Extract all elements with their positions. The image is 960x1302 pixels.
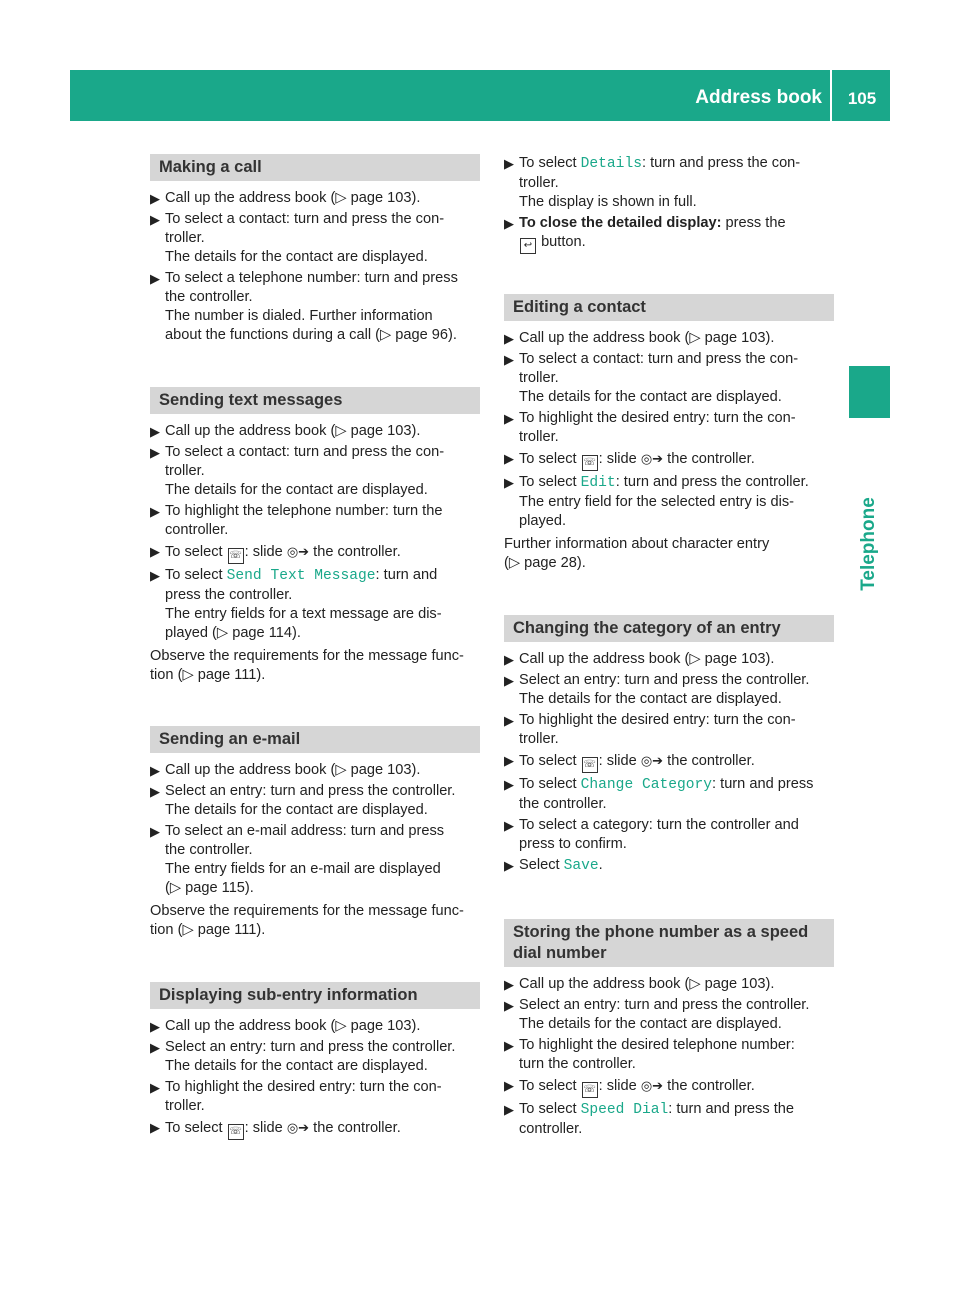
step: ▶ Select Save. <box>504 857 603 874</box>
side-tab-label: Telephone <box>858 497 879 591</box>
side-tab-marker <box>849 366 890 418</box>
step: ▶ To highlight the desired telephone number: turn the controller. <box>504 1037 795 1072</box>
step: ▶ To highlight the desired entry: turn the con- troller. <box>150 1079 442 1114</box>
step-marker-icon: ▶ <box>504 451 514 466</box>
step: ▶ Select an entry: turn and press the controller. The details for the contact are displayed. <box>150 783 456 818</box>
step: ▶ To select a contact: turn and press the con- troller. The details for the contact are displayed. <box>150 444 445 498</box>
step: ▶ To close the detailed display: press the ↩ button. <box>504 214 834 254</box>
section-title: Making a call <box>150 154 480 181</box>
step: ▶ To highlight the desired entry: turn the con- troller. <box>504 410 796 445</box>
step-marker-icon: ▶ <box>150 191 160 206</box>
step-marker-icon: ▶ <box>504 1102 514 1117</box>
controller-slide-icon: ◎➔ <box>286 544 310 559</box>
step-marker-icon: ▶ <box>150 1019 160 1034</box>
controller-slide-icon: ◎➔ <box>286 1120 310 1135</box>
section-title: Storing the phone number as a speed dial number <box>504 919 834 967</box>
back-button-icon: ↩ <box>520 238 536 254</box>
page-number: 105 <box>847 89 877 108</box>
section-editing-contact <box>504 294 834 575</box>
step: ▶ To select ☏ : slide ◎➔ the controller. <box>504 1076 834 1098</box>
step-marker-icon: ▶ <box>150 212 160 227</box>
step-marker-icon: ▶ <box>504 713 514 728</box>
step-marker-icon: ▶ <box>150 424 160 439</box>
section-sub-entry-continued <box>504 154 834 256</box>
step-marker-icon: ▶ <box>150 763 160 778</box>
step: ▶ Call up the address book (▷ page 103). <box>150 423 421 439</box>
step: ▶ To select Change Category: turn and press the controller. <box>504 776 814 812</box>
step-marker-icon: ▶ <box>150 544 160 559</box>
section-sending-email <box>150 726 480 942</box>
header-title: Address book <box>695 87 822 108</box>
step: ▶ Call up the address book (▷ page 103). <box>504 651 775 667</box>
section-title: Editing a contact <box>504 294 834 321</box>
step-marker-icon: ▶ <box>504 352 514 367</box>
step-marker-icon: ▶ <box>150 568 160 583</box>
step-marker-icon: ▶ <box>504 652 514 667</box>
menu-item-edit: Edit <box>580 475 616 491</box>
step: ▶ Call up the address book (▷ page 103). <box>504 976 775 992</box>
section-making-call <box>150 154 480 347</box>
step-marker-icon: ▶ <box>150 1080 160 1095</box>
step: ▶ Select an entry: turn and press the controller. The details for the contact are displayed. <box>504 672 810 707</box>
step-marker-icon: ▶ <box>504 411 514 426</box>
phone-menu-icon: ☏ <box>582 757 598 773</box>
step: ▶ To select ☏ : slide ◎➔ the controller. <box>504 449 834 471</box>
step-marker-icon: ▶ <box>504 673 514 688</box>
menu-item-change-category: Change Category <box>580 777 713 793</box>
step-marker-icon: ▶ <box>504 818 514 833</box>
step-marker-icon: ▶ <box>504 156 514 171</box>
step: ▶ Select an entry: turn and press the controller. The details for the contact are displayed. <box>504 997 810 1032</box>
section-title: Sending an e-mail <box>150 726 480 753</box>
section-changing-category <box>504 615 834 878</box>
step-marker-icon: ▶ <box>150 445 160 460</box>
step-marker-icon: ▶ <box>504 753 514 768</box>
note: Observe the requirements for the message func- tion (▷ page 111). <box>150 903 464 938</box>
step-marker-icon: ▶ <box>504 216 514 231</box>
step-marker-icon: ▶ <box>504 331 514 346</box>
step-marker-icon: ▶ <box>504 1038 514 1053</box>
step-marker-icon: ▶ <box>150 784 160 799</box>
menu-item-details: Details <box>580 156 642 172</box>
menu-item-send-text-message: Send Text Message <box>226 568 376 584</box>
controller-slide-icon: ◎➔ <box>640 451 664 466</box>
note: Observe the requirements for the message func- tion (▷ page 111). <box>150 648 464 683</box>
step: ▶ Call up the address book (▷ page 103). <box>150 190 421 206</box>
section-sending-text <box>150 387 480 687</box>
phone-menu-icon: ☏ <box>228 1124 244 1140</box>
step: ▶ To select a contact: turn and press the con- troller. The details for the contact are displayed. <box>150 211 445 265</box>
step: ▶ To select a category: turn the controller and press to confirm. <box>504 817 799 852</box>
step-marker-icon: ▶ <box>150 824 160 839</box>
step: ▶ To select Edit: turn and press the controller. The entry field for the selected entry is dis- played. <box>504 474 809 529</box>
step-marker-icon: ▶ <box>150 1120 160 1135</box>
step: ▶ Call up the address book (▷ page 103). <box>504 330 775 346</box>
phone-menu-icon: ☏ <box>582 1082 598 1098</box>
step: ▶ To select ☏ : slide ◎➔ the controller. <box>150 542 480 564</box>
step-marker-icon: ▶ <box>504 475 514 490</box>
step: ▶ To select a telephone number: turn and press the controller. The number is dialed. Further information about the functions during a call (▷ page 96). <box>150 270 458 343</box>
step-marker-icon: ▶ <box>504 977 514 992</box>
note: Further information about character entry (▷ page 28). <box>504 536 770 571</box>
step: ▶ To select a contact: turn and press the con- troller. The details for the contact are displayed. <box>504 351 799 405</box>
step: ▶ To select ☏ : slide ◎➔ the controller. <box>504 751 834 773</box>
phone-menu-icon: ☏ <box>582 455 598 471</box>
step-marker-icon: ▶ <box>150 504 160 519</box>
menu-item-save: Save <box>563 858 599 874</box>
step-marker-icon: ▶ <box>504 1078 514 1093</box>
section-title: Displaying sub-entry information <box>150 982 480 1009</box>
step: ▶ Call up the address book (▷ page 103). <box>150 762 421 778</box>
step: ▶ To select Send Text Message: turn and press the controller. The entry fields for a text message are dis- played (▷ page 114). <box>150 567 442 641</box>
menu-item-speed-dial: Speed Dial <box>580 1102 669 1118</box>
step: ▶ To highlight the desired entry: turn the con- troller. <box>504 712 796 747</box>
step-marker-icon: ▶ <box>504 858 514 873</box>
step: ▶ To select an e-mail address: turn and press the controller. The entry fields for an e-mail are displayed (▷ page 115). <box>150 823 445 896</box>
controller-slide-icon: ◎➔ <box>640 1078 664 1093</box>
step: ▶ Call up the address book (▷ page 103). <box>150 1018 421 1034</box>
step-marker-icon: ▶ <box>504 777 514 792</box>
step: ▶ To select Speed Dial: turn and press the controller. <box>504 1101 794 1137</box>
step-marker-icon: ▶ <box>150 1040 160 1055</box>
header-divider <box>830 70 832 121</box>
section-speed-dial <box>504 919 834 1141</box>
step-marker-icon: ▶ <box>504 998 514 1013</box>
step: ▶ To select Details: turn and press the con- troller. The display is shown in full. <box>504 155 801 210</box>
step: ▶ To select ☏ : slide ◎➔ the controller. <box>150 1118 480 1140</box>
step-marker-icon: ▶ <box>150 271 160 286</box>
controller-slide-icon: ◎➔ <box>640 753 664 768</box>
phone-menu-icon: ☏ <box>228 548 244 564</box>
section-sub-entry <box>150 982 480 1142</box>
step: ▶ Select an entry: turn and press the controller. The details for the contact are displayed. <box>150 1039 456 1074</box>
section-title: Sending text messages <box>150 387 480 414</box>
section-title: Changing the category of an entry <box>504 615 834 642</box>
step: ▶ To highlight the telephone number: turn the controller. <box>150 503 443 538</box>
